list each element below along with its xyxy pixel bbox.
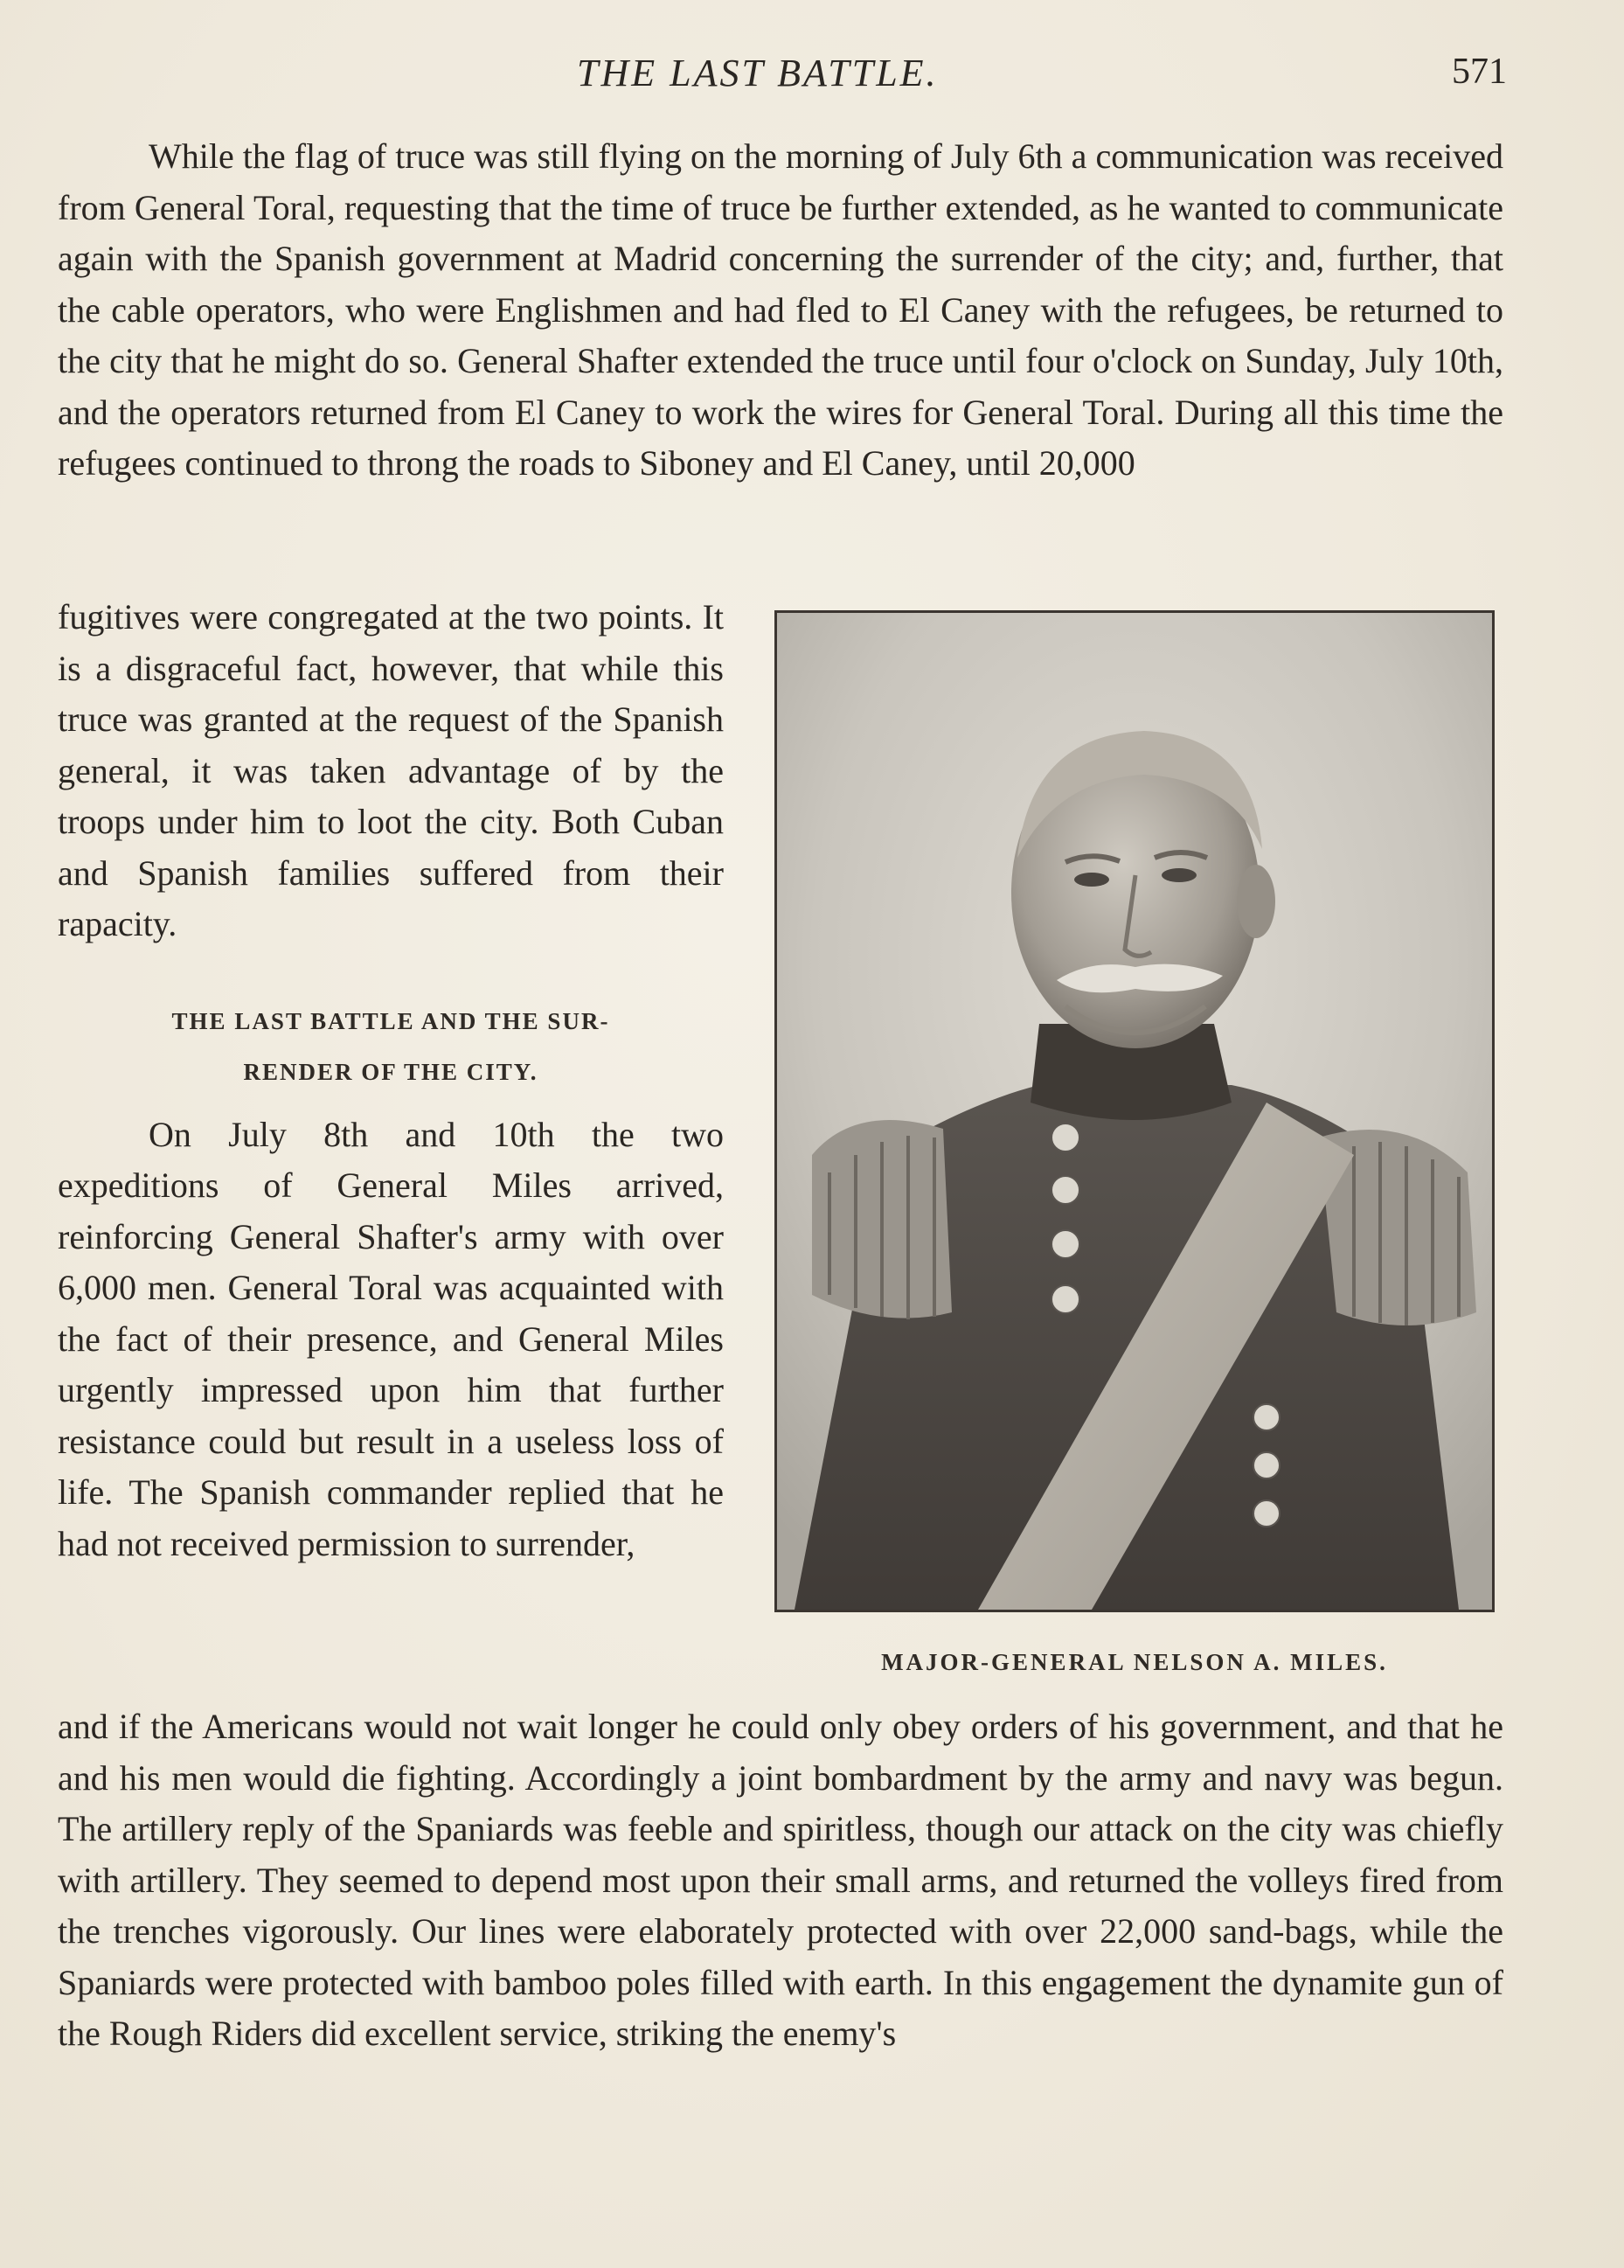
paragraph-truce: While the flag of truce was still flying on the morning of July 6th a communication was received from General Toral, requesting that the time of truce be further extended, as he wanted to communicate again with the Spanish government at Madrid concerning the surrender of the city; and, further, that the cable operators, who were Englishmen and had fled to El Caney with the refugees, be returned to the city that he might do so. General Shafter extended the truce until four o'clock on Sunday, July 10th, and the operators returned from El Caney to work the wires for General Toral. During all this time the refugees continued to throng the roads to Siboney and El Caney, until 20,000 — [58, 136, 1503, 483]
subheading-line-2: RENDER OF THE CITY. — [243, 1058, 538, 1085]
left-column — [58, 592, 724, 1569]
paragraph-truce-continued: fugitives were congregated at the two points. It is a disgraceful fact, however, that while this truce was granted at the request of the Spanish general, it was taken advantage of by the troops under him to loot the city. Both Cuban and Spanish families suffered from their rapacity. — [58, 597, 724, 943]
portrait-engraving — [777, 613, 1492, 1610]
page-number: 571 — [1452, 52, 1507, 92]
paragraph-bombardment: and if the Americans would not wait longer he could only obey orders of his government, and that he and his men would die fighting. Accordingly a joint bombardment by the army and navy was begun. The artillery reply of the Spaniards was feeble and spiritless, though our attack on the city was chiefly with artillery. They seemed to depend most upon their small arms, and returned the volleys fired from the trenches vigorously. Our lines were elaborately protected with over 22,000 sand-bags, while the Spaniards were protected with bamboo poles filled with earth. In this engagement the dynamite gun of the Rough Riders did excellent service, striking the enemy's — [58, 1707, 1503, 2053]
running-head: THE LAST BATTLE. — [577, 52, 939, 94]
figure-caption: MAJOR-GENERAL NELSON A. MILES. — [881, 1649, 1388, 1675]
portrait-figure — [774, 610, 1495, 1612]
paragraph-last-battle: On July 8th and 10th the two expeditions of General Miles arrived, reinforcing General Shafter's army with over 6,000 men. General Toral was acquainted with the fact of their presence, and General Miles urgently impressed upon him that further resistance could but result in a useless loss of life. The Spanish commander replied that he had not received permission to surrender, — [58, 1114, 724, 1563]
section-subheading — [58, 996, 724, 1097]
subheading-line-1: THE LAST BATTLE AND THE SUR- — [171, 1007, 610, 1034]
page-header — [52, 51, 1507, 103]
